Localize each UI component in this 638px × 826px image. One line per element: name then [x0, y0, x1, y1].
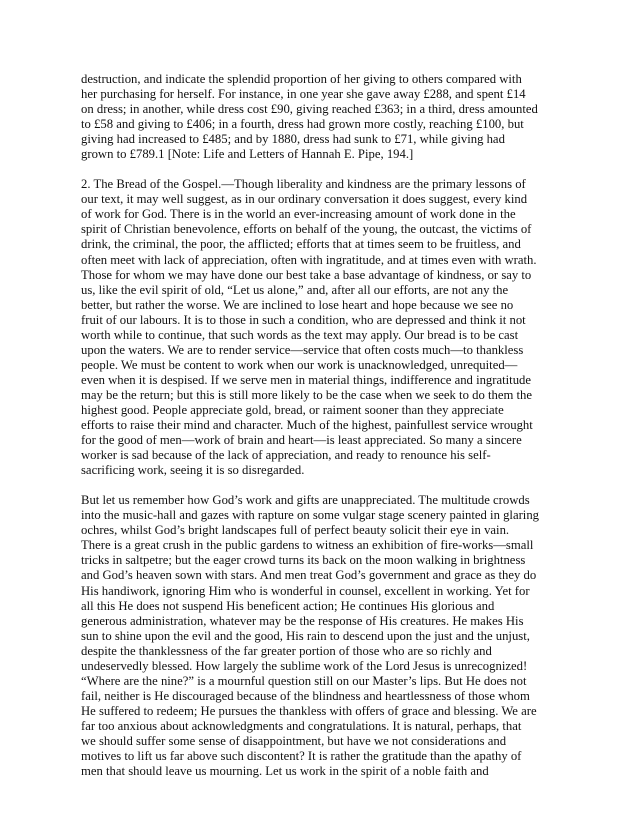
- text-line: He suffered to redeem; He pursues the thankless with offers of grace and blessing. We are: [81, 703, 537, 718]
- text-line: us, like the evil spirit of old, “Let us alone,” and, after all our efforts, are not any the: [81, 282, 509, 297]
- text-line: tricks in saltpetre; but the eager crowd turns its back on the moon walking in brightness: [81, 553, 526, 568]
- text-line: But let us remember how God’s work and gifts are unappreciated. The multitude crowds: [81, 493, 530, 508]
- text-line: drink, the criminal, the poor, the afflicted; efforts that at times seem to be fruitless, and: [81, 237, 521, 252]
- text-line: even when it is despised. If we serve men in material things, indifference and ingratitude: [81, 372, 532, 387]
- text-line: to £58 and giving to £406; in a fourth, dress had grown more costly, reaching £100, but: [81, 117, 524, 132]
- text-line: better, but rather the worse. We are inclined to lose heart and hope because we see no: [81, 297, 514, 312]
- paragraph-spacer: [81, 162, 552, 177]
- text-line: despite the thanklessness of the far greater portion of those who are so richly and: [81, 643, 492, 658]
- text-line: grown to £789.1 [Note: Life and Letters of Hannah E. Pipe, 194.]: [81, 147, 414, 162]
- text-line: highest good. People appreciate gold, bread, or raiment sooner than they appreciate: [81, 402, 504, 417]
- text-line: men that should leave us mourning. Let us work in the spirit of a noble faith and: [81, 764, 489, 779]
- paragraph-spacer: [81, 478, 552, 493]
- text-line: our text, it may well suggest, as in our ordinary conversation it does suggest, every kind: [81, 192, 528, 207]
- text-line: often meet with lack of appreciation, often with ingratitude, and at times even with wrath.: [81, 252, 537, 267]
- paragraph-giving-record: [81, 72, 552, 162]
- text-line: of work for God. There is in the world an ever-increasing amount of work done in the: [81, 207, 516, 222]
- text-line: fruit of our labours. It is to those in such a condition, who are depressed and think it not: [81, 312, 526, 327]
- text-line: destruction, and indicate the splendid proportion of her giving to others compared with: [81, 72, 522, 86]
- text-line: ochres, whilst God’s bright landscapes full of perfect beauty solicit their eye in vain.: [81, 523, 510, 538]
- text-line: sun to shine upon the evil and the good, His rain to descend upon the just and the unjust,: [81, 628, 530, 643]
- text-line: 2. The Bread of the Gospel.—Though liberality and kindness are the primary lessons of: [81, 177, 526, 192]
- paragraph-gods-work-unappreciated: [81, 493, 552, 779]
- text-line: fail, neither is He discouraged because of the blindness and heartlessness of those whom: [81, 688, 530, 703]
- text-line: for the good of men—work of brain and heart—is least appreciated. So many a sincere: [81, 433, 522, 448]
- text-line: people. We must be content to work when our work is unacknowledged, unrequited—: [81, 357, 518, 372]
- document-page: [81, 72, 552, 779]
- text-line: generous administration, whatever may be the response of His creatures. He makes His: [81, 613, 524, 628]
- text-line: spirit of Christian benevolence, efforts on behalf of the young, the outcast, the victims of: [81, 222, 532, 237]
- text-line: “Where are the nine?” is a mournful question still on our Master’s lips. But He does not: [81, 673, 527, 688]
- text-line: giving had increased to £485; and by 1880, dress had sunk to £71, while giving had: [81, 132, 505, 147]
- text-line: on dress; in another, while dress cost £90, giving reached £363; in a third, dress amounted: [81, 102, 538, 117]
- text-line: Those for whom we may have done our best take a base advantage of kindness, or say to: [81, 267, 532, 282]
- text-line: her purchasing for herself. For instance, in one year she gave away £288, and spent £14: [81, 87, 526, 102]
- text-line: motives to lift us far above such discontent? It is rather the gratitude than the apathy of: [81, 749, 522, 764]
- text-line: His handiwork, ignoring Him who is wonderful in counsel, excellent in working. Yet for: [81, 583, 530, 598]
- text-line: far too anxious about acknowledgments and congratulations. It is natural, perhaps, that: [81, 718, 522, 733]
- text-line: undeservedly blessed. How largely the sublime work of the Lord Jesus is unrecognized!: [81, 658, 528, 673]
- text-line: sacrificing work, seeing it is so disregarded.: [81, 463, 305, 478]
- paragraph-bread-of-gospel: [81, 177, 552, 478]
- text-line: and God’s heaven sown with stars. And men treat God’s government and grace as they do: [81, 568, 537, 583]
- text-line: may be the return; but this is still more likely to be the case when we seek to do them the: [81, 387, 533, 402]
- text-line: upon the waters. We are to render service—service that often costs much—to thankless: [81, 342, 524, 357]
- text-line: worker is sad because of the lack of appreciation, and ready to renounce his self-: [81, 448, 491, 463]
- text-line: all this He does not suspend His beneficent action; He continues His glorious and: [81, 598, 495, 613]
- text-line: efforts to raise their mind and character. Much of the highest, painfullest service wrought: [81, 418, 533, 433]
- text-line: into the music-hall and gazes with rapture on some vulgar stage scenery painted in glaring: [81, 508, 540, 523]
- text-line: There is a great crush in the public gardens to witness an exhibition of fire-works—small: [81, 538, 534, 553]
- text-line: we should suffer some sense of disappointment, but have we not considerations and: [81, 733, 507, 748]
- text-line: worth while to continue, that such words as the text may apply. Our bread is to be cast: [81, 327, 519, 342]
